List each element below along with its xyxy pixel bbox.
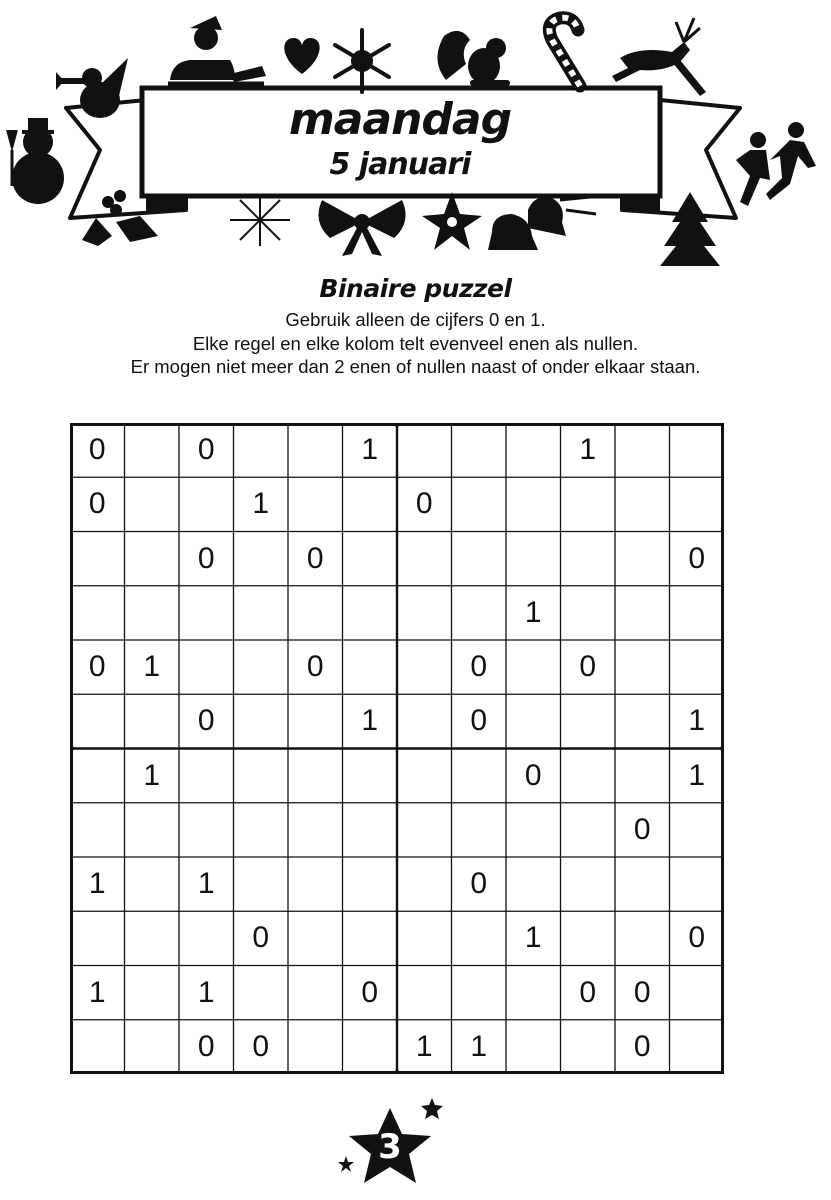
given-digit-cell[interactable]: 1 — [524, 921, 542, 955]
empty-cell[interactable] — [506, 423, 561, 477]
empty-cell[interactable] — [179, 477, 234, 531]
given-digit-cell[interactable]: 0 — [579, 975, 597, 1009]
given-digit-cell[interactable]: 0 — [197, 433, 215, 467]
empty-cell[interactable] — [615, 911, 670, 965]
given-digit-cell[interactable]: 0 — [415, 487, 433, 521]
squirrel-icon — [437, 31, 510, 86]
empty-cell[interactable] — [288, 586, 343, 640]
empty-cell[interactable] — [506, 694, 561, 748]
snowflake-icon — [335, 30, 389, 92]
rule-text: Er mogen niet meer dan 2 enen of nullen naast of onder elkaar staan. — [130, 356, 701, 377]
given-digit-cell[interactable]: 0 — [88, 487, 106, 521]
empty-cell[interactable] — [70, 532, 125, 586]
empty-cell[interactable] — [561, 532, 616, 586]
poinsettia-icon — [422, 192, 482, 250]
binary-puzzle-grid — [70, 423, 724, 1074]
snowman-icon — [6, 118, 64, 204]
empty-cell[interactable] — [288, 1020, 343, 1074]
empty-cell[interactable] — [179, 803, 234, 857]
empty-cell[interactable] — [397, 586, 452, 640]
empty-cell[interactable] — [397, 749, 452, 803]
given-digit-cell[interactable]: 0 — [579, 650, 597, 684]
empty-cell[interactable] — [234, 423, 289, 477]
empty-cell[interactable] — [288, 749, 343, 803]
given-digit-cell[interactable]: 0 — [306, 541, 324, 575]
empty-cell[interactable] — [125, 694, 180, 748]
empty-cell[interactable] — [506, 532, 561, 586]
given-digit-cell[interactable]: 1 — [688, 704, 706, 738]
empty-cell[interactable] — [561, 749, 616, 803]
empty-cell[interactable] — [397, 911, 452, 965]
given-digit-cell[interactable]: 0 — [633, 1029, 651, 1063]
given-digit-cell[interactable]: 1 — [252, 487, 270, 521]
empty-cell[interactable] — [561, 857, 616, 911]
empty-cell[interactable] — [506, 803, 561, 857]
empty-cell[interactable] — [343, 477, 398, 531]
empty-cell[interactable] — [125, 1020, 180, 1074]
given-digit-cell[interactable]: 0 — [361, 975, 379, 1009]
given-digit-cell[interactable]: 0 — [633, 975, 651, 1009]
given-digit-cell[interactable]: 0 — [633, 812, 651, 846]
empty-cell[interactable] — [670, 423, 725, 477]
empty-cell[interactable] — [234, 640, 289, 694]
empty-cell[interactable] — [179, 911, 234, 965]
empty-cell[interactable] — [234, 966, 289, 1020]
given-digit-cell[interactable]: 0 — [470, 650, 488, 684]
given-digit-cell[interactable]: 0 — [88, 433, 106, 467]
skaters-icon — [736, 122, 816, 206]
rule-text: Elke regel en elke kolom telt evenveel enen als nullen. — [192, 333, 639, 354]
given-digit-cell[interactable]: 1 — [579, 433, 597, 467]
reindeer-icon — [612, 18, 706, 96]
puzzle-title: Binaire puzzel — [319, 274, 512, 303]
date-title: 5 januari — [329, 147, 471, 182]
empty-cell[interactable] — [561, 586, 616, 640]
given-digit-cell[interactable]: 0 — [88, 650, 106, 684]
day-title: maandag — [288, 94, 512, 145]
empty-cell[interactable] — [506, 857, 561, 911]
heart-icon — [284, 38, 319, 74]
bow-icon — [318, 200, 405, 256]
empty-cell[interactable] — [234, 857, 289, 911]
given-digit-cell[interactable]: 0 — [688, 541, 706, 575]
given-digit-cell[interactable]: 0 — [470, 704, 488, 738]
given-digit-cell[interactable]: 1 — [88, 975, 106, 1009]
empty-cell[interactable] — [234, 803, 289, 857]
empty-cell[interactable] — [397, 640, 452, 694]
given-digit-cell[interactable]: 0 — [688, 921, 706, 955]
empty-cell[interactable] — [615, 586, 670, 640]
empty-cell[interactable] — [343, 640, 398, 694]
empty-cell[interactable] — [452, 803, 507, 857]
candy-cane-icon — [549, 18, 580, 86]
empty-cell[interactable] — [615, 857, 670, 911]
given-digit-cell[interactable]: 1 — [361, 704, 379, 738]
empty-cell[interactable] — [670, 586, 725, 640]
santa-sleigh-icon — [168, 16, 266, 84]
empty-cell[interactable] — [70, 749, 125, 803]
empty-cell[interactable] — [397, 803, 452, 857]
given-digit-cell[interactable]: 1 — [688, 758, 706, 792]
empty-cell[interactable] — [670, 966, 725, 1020]
empty-cell[interactable] — [561, 1020, 616, 1074]
empty-cell[interactable] — [343, 857, 398, 911]
given-digit-cell[interactable]: 0 — [252, 921, 270, 955]
empty-cell[interactable] — [70, 911, 125, 965]
empty-cell[interactable] — [343, 586, 398, 640]
empty-cell[interactable] — [452, 423, 507, 477]
empty-cell[interactable] — [506, 966, 561, 1020]
empty-cell[interactable] — [615, 749, 670, 803]
empty-cell[interactable] — [125, 477, 180, 531]
given-digit-cell[interactable]: 1 — [361, 433, 379, 467]
empty-cell[interactable] — [506, 477, 561, 531]
empty-cell[interactable] — [179, 640, 234, 694]
empty-cell[interactable] — [70, 586, 125, 640]
empty-cell[interactable] — [397, 694, 452, 748]
empty-cell[interactable] — [125, 911, 180, 965]
empty-cell[interactable] — [288, 477, 343, 531]
empty-cell[interactable] — [670, 803, 725, 857]
empty-cell[interactable] — [288, 966, 343, 1020]
given-digit-cell[interactable]: 0 — [470, 867, 488, 901]
empty-cell[interactable] — [343, 749, 398, 803]
empty-cell[interactable] — [670, 640, 725, 694]
empty-cell[interactable] — [288, 857, 343, 911]
empty-cell[interactable] — [343, 911, 398, 965]
empty-cell[interactable] — [125, 586, 180, 640]
empty-cell[interactable] — [288, 423, 343, 477]
empty-cell[interactable] — [125, 803, 180, 857]
given-digit-cell[interactable]: 1 — [470, 1029, 488, 1063]
empty-cell[interactable] — [615, 640, 670, 694]
empty-cell[interactable] — [343, 532, 398, 586]
empty-cell[interactable] — [615, 423, 670, 477]
rule-text: Gebruik alleen de cijfers 0 en 1. — [285, 309, 546, 330]
empty-cell[interactable] — [397, 857, 452, 911]
given-digit-cell[interactable]: 1 — [415, 1029, 433, 1063]
bells-icon — [488, 196, 600, 250]
given-digit-cell[interactable]: 1 — [524, 595, 542, 629]
empty-cell[interactable] — [670, 857, 725, 911]
empty-cell[interactable] — [234, 586, 289, 640]
empty-cell[interactable] — [70, 1020, 125, 1074]
empty-cell[interactable] — [615, 694, 670, 748]
empty-cell[interactable] — [615, 477, 670, 531]
given-digit-cell[interactable]: 1 — [143, 758, 161, 792]
empty-cell[interactable] — [234, 532, 289, 586]
empty-cell[interactable] — [179, 586, 234, 640]
given-digit-cell[interactable]: 0 — [524, 758, 542, 792]
empty-cell[interactable] — [179, 749, 234, 803]
empty-cell[interactable] — [70, 803, 125, 857]
empty-cell[interactable] — [343, 1020, 398, 1074]
empty-cell[interactable] — [452, 966, 507, 1020]
empty-cell[interactable] — [397, 532, 452, 586]
empty-cell[interactable] — [397, 966, 452, 1020]
empty-cell[interactable] — [561, 803, 616, 857]
empty-cell[interactable] — [561, 911, 616, 965]
given-digit-cell[interactable]: 1 — [88, 867, 106, 901]
empty-cell[interactable] — [343, 803, 398, 857]
given-digit-cell[interactable]: 0 — [306, 650, 324, 684]
empty-cell[interactable] — [452, 749, 507, 803]
empty-cell[interactable] — [125, 423, 180, 477]
given-digit-cell[interactable]: 0 — [197, 541, 215, 575]
star-burst-icon — [230, 196, 290, 246]
given-digit-cell[interactable]: 0 — [197, 1029, 215, 1063]
empty-cell[interactable] — [397, 423, 452, 477]
empty-cell[interactable] — [670, 1020, 725, 1074]
given-digit-cell[interactable]: 0 — [197, 704, 215, 738]
empty-cell[interactable] — [452, 532, 507, 586]
given-digit-cell[interactable]: 1 — [197, 867, 215, 901]
empty-cell[interactable] — [452, 586, 507, 640]
empty-cell[interactable] — [506, 640, 561, 694]
empty-cell[interactable] — [70, 694, 125, 748]
empty-cell[interactable] — [234, 694, 289, 748]
given-digit-cell[interactable]: 0 — [252, 1029, 270, 1063]
page-number: 3 — [378, 1127, 402, 1167]
empty-cell[interactable] — [452, 911, 507, 965]
empty-cell[interactable] — [288, 694, 343, 748]
empty-cell[interactable] — [125, 532, 180, 586]
empty-cell[interactable] — [288, 911, 343, 965]
empty-cell[interactable] — [452, 477, 507, 531]
small-star-icon — [421, 1098, 443, 1119]
empty-cell[interactable] — [615, 532, 670, 586]
given-digit-cell[interactable]: 1 — [197, 975, 215, 1009]
empty-cell[interactable] — [125, 857, 180, 911]
empty-cell[interactable] — [288, 803, 343, 857]
empty-cell[interactable] — [670, 477, 725, 531]
empty-cell[interactable] — [234, 749, 289, 803]
given-digit-cell[interactable]: 1 — [143, 650, 161, 684]
small-star-icon — [338, 1156, 354, 1172]
empty-cell[interactable] — [561, 477, 616, 531]
empty-cell[interactable] — [125, 966, 180, 1020]
empty-cell[interactable] — [506, 1020, 561, 1074]
empty-cell[interactable] — [561, 694, 616, 748]
